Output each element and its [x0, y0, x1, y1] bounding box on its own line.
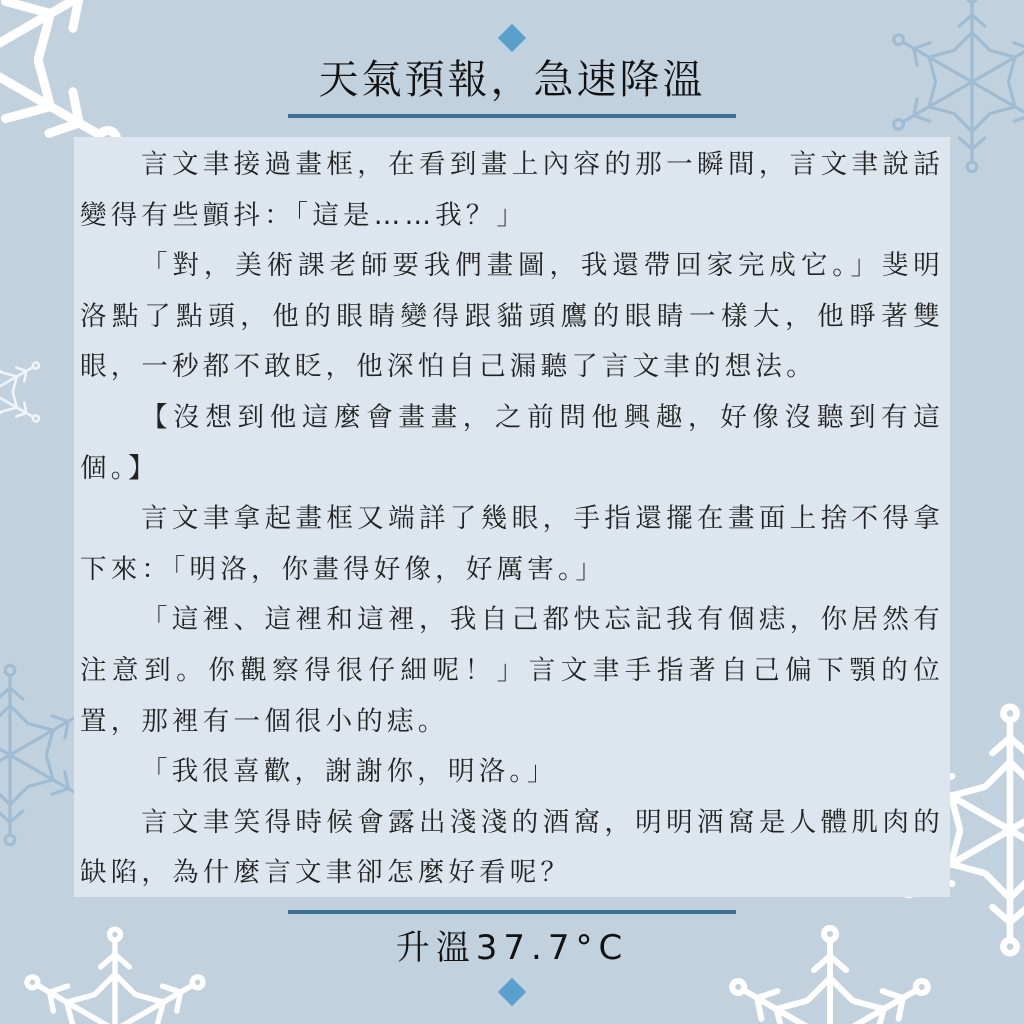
story-text [80, 140, 944, 899]
story-paragraph: 「這裡、這裡和這裡，我自己都快忘記我有個痣，你居然有注意到。你觀察得很仔細呢！」言文聿手指著自己偏下顎的位置，那裡有一個很小的痣。 [80, 604, 944, 737]
title-divider [288, 114, 736, 118]
story-paragraph: 言文聿接過畫框，在看到畫上內容的那一瞬間，言文聿說話變得有些顫抖：「這是……我？」 [80, 149, 944, 231]
footer-divider [288, 910, 736, 914]
story-paragraph: 言文聿拿起畫框又端詳了幾眼，手指還擺在畫面上捨不得拿下來：「明洛，你畫得好像，好厲害。」 [80, 503, 944, 585]
snowflake-icon [0, 336, 44, 448]
story-paragraph: 「我很喜歡，謝謝你，明洛。」 [141, 756, 558, 788]
footer-caption: 升溫37.7°C [395, 928, 629, 968]
story-paragraph: 言文聿笑得時候會露出淺淺的酒窩，明明酒窩是人體肌肉的缺陷，為什麼言文聿卻怎麼好看呢？ [80, 806, 944, 889]
story-paragraph: 【沒想到他這麼會畫畫，之前問他興趣，好像沒聽到有這個。】 [80, 401, 944, 484]
page-title: 天氣預報，急速降溫 [318, 57, 706, 103]
story-paragraph: 「對，美術課老師要我們畫圖，我還帶回家完成它。」斐明洛點了點頭，他的眼睛變得跟貓頭鷹的眼睛一樣大，他睜著雙眼，一秒都不敢眨，他深怕自己漏聽了言文聿的想法。 [80, 250, 944, 383]
